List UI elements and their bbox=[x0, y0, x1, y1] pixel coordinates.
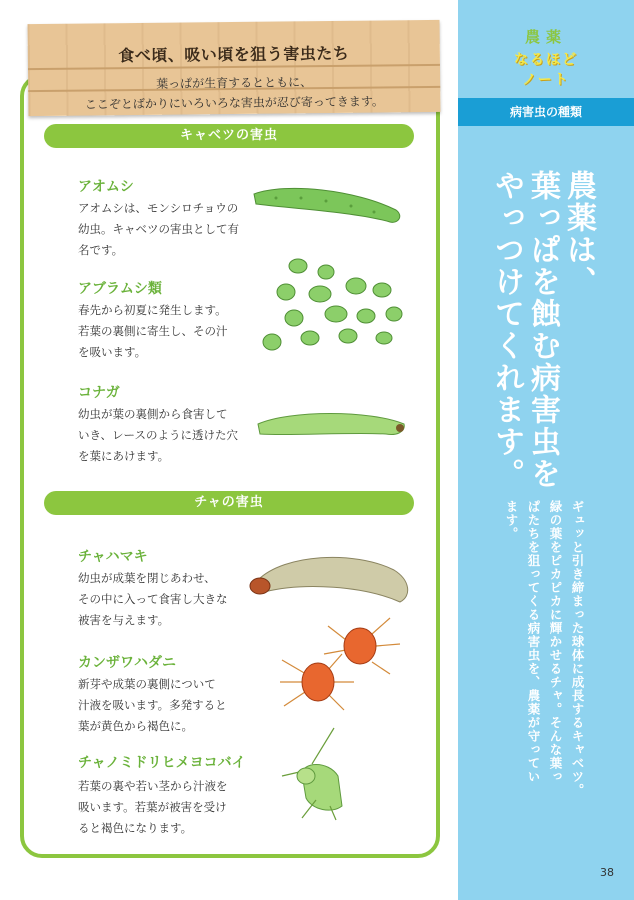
pest-desc-chahamaki: 幼虫が成葉を閉じあわせ、 その中に入って食害し大きな 被害を与えます。 bbox=[78, 571, 228, 627]
pest-name-konaga: コナガ bbox=[78, 385, 120, 401]
pest-desc-aphids: 春先から初夏に発生します。 若葉の裏側に寄生し、その汁 を吸います。 bbox=[78, 303, 228, 359]
aphids-illustration bbox=[258, 252, 408, 364]
sign-intro-line-2: ここぞとばかりにいろいろな害虫が忍び寄ってきます。 bbox=[84, 94, 384, 112]
pest-name-chahamaki: チャハマキ bbox=[78, 549, 148, 565]
headline-col-3: やっつけてくれます。 bbox=[489, 170, 524, 490]
pest-desc-kanzawa-mite: 新芽や成葉の裏側について 汁液を吸います。多発すると 葉が黄色から褐色に。 bbox=[78, 677, 227, 733]
body-col-3: ぱたちを狙ってくる病害虫を、農薬が守ってい bbox=[526, 500, 541, 784]
section-cabbage-pests: キャベツの害虫 bbox=[44, 124, 414, 148]
headline-col-1: 農薬は、 bbox=[561, 170, 596, 298]
tea-green-leafhopper-illustration bbox=[272, 726, 368, 822]
cabbage-caterpillar-illustration bbox=[246, 176, 416, 230]
section-tea-pests: チャの害虫 bbox=[44, 491, 414, 515]
sign-intro-line-1: 葉っぱが生育するとともに、 bbox=[156, 75, 313, 91]
pest-name-aomushi: アオムシ bbox=[78, 179, 134, 195]
body-col-1: ギュッと引き締まった球体に成長するキャベツ。 bbox=[570, 500, 585, 797]
headline-col-2: 葉っぱを蝕む病害虫を bbox=[525, 170, 560, 490]
right-sidebar bbox=[458, 0, 634, 900]
sign-title: 食べ頃、吸い頃を狙う害虫たち bbox=[118, 43, 350, 66]
pest-name-aphids: アブラムシ類 bbox=[78, 281, 162, 297]
pest-desc-konaga: 幼虫が葉の裏側から食害して いき、レースのように透けた穴 を葉にあけます。 bbox=[78, 407, 238, 463]
pest-name-kanzawa-mite: カンザワハダニ bbox=[78, 655, 176, 671]
page-number: 38 bbox=[600, 866, 614, 879]
wooden-sign bbox=[28, 20, 441, 116]
pest-desc-aomushi: アオムシは、モンシロチョウの 幼虫。キャベツの害虫として有 名です。 bbox=[78, 201, 239, 257]
tea-tortrix-larva-illustration bbox=[244, 540, 420, 614]
body-col-2: 緑の葉をピカピカに輝かせるチャ。そんな葉っ bbox=[548, 500, 563, 784]
pest-desc-leafhopper: 若葉の裏や若い茎から汁液を 吸います。若葉が被害を受け ると褐色になります。 bbox=[78, 779, 228, 835]
pest-name-leafhopper: チャノミドリヒメヨコバイ bbox=[78, 755, 246, 771]
body-col-4: ます。 bbox=[504, 500, 519, 541]
nouyaku-naruhodo-note-badge: 農薬 なるほど ノート bbox=[514, 28, 578, 88]
spider-mites-illustration bbox=[276, 610, 406, 714]
pest-types-label: 病害虫の種類 bbox=[458, 98, 634, 126]
diamondback-moth-larva-illustration bbox=[250, 402, 414, 444]
